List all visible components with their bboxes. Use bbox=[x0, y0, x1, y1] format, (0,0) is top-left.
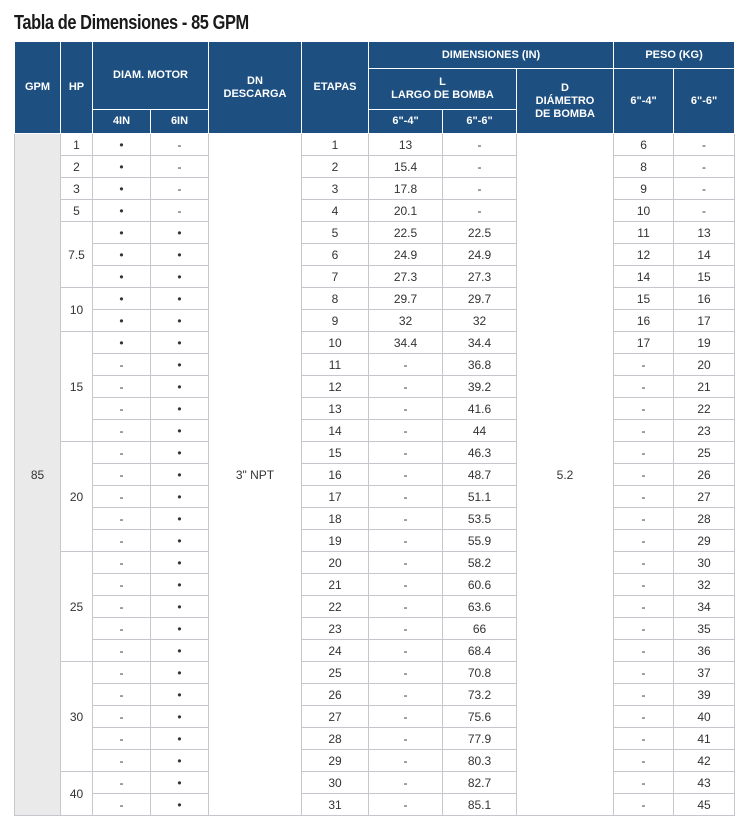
peso-6-4-cell: 11 bbox=[614, 222, 674, 244]
largo-6-4-cell: 32 bbox=[369, 310, 443, 332]
hp-cell: 30 bbox=[61, 662, 93, 772]
dimensions-table bbox=[14, 41, 735, 816]
largo-6-4-cell: 17.8 bbox=[369, 178, 443, 200]
motor-4in-cell: • bbox=[93, 244, 151, 266]
motor-4in-cell: - bbox=[93, 640, 151, 662]
largo-6-6-cell: 75.6 bbox=[443, 706, 517, 728]
largo-6-6-cell: 46.3 bbox=[443, 442, 517, 464]
motor-6in-cell: - bbox=[151, 200, 209, 222]
etapas-cell: 30 bbox=[302, 772, 369, 794]
peso-6-6-cell: - bbox=[674, 200, 735, 222]
page-title: Tabla de Dimensiones - 85 GPM bbox=[14, 12, 249, 34]
motor-6in-cell: • bbox=[151, 442, 209, 464]
largo-6-4-cell: - bbox=[369, 640, 443, 662]
peso-6-6-cell: 32 bbox=[674, 574, 735, 596]
largo-6-4-cell: - bbox=[369, 794, 443, 816]
peso-6-4-cell: 6 bbox=[614, 134, 674, 156]
motor-4in-cell: - bbox=[93, 772, 151, 794]
table-row bbox=[15, 750, 735, 772]
peso-6-6-cell: 45 bbox=[674, 794, 735, 816]
motor-4in-cell: - bbox=[93, 618, 151, 640]
table-row bbox=[15, 662, 735, 684]
peso-6-6-cell: 21 bbox=[674, 376, 735, 398]
largo-6-4-cell: 20.1 bbox=[369, 200, 443, 222]
largo-6-4-cell: 27.3 bbox=[369, 266, 443, 288]
peso-6-6-cell: 39 bbox=[674, 684, 735, 706]
motor-4in-cell: - bbox=[93, 552, 151, 574]
motor-6in-cell: • bbox=[151, 530, 209, 552]
etapas-cell: 13 bbox=[302, 398, 369, 420]
hp-cell: 25 bbox=[61, 552, 93, 662]
largo-6-6-cell: 85.1 bbox=[443, 794, 517, 816]
largo-6-6-cell: 82.7 bbox=[443, 772, 517, 794]
largo-6-6-cell: 63.6 bbox=[443, 596, 517, 618]
hp-cell: 20 bbox=[61, 442, 93, 552]
peso-6-6-cell: 20 bbox=[674, 354, 735, 376]
table-row bbox=[15, 552, 735, 574]
largo-6-4-cell: - bbox=[369, 574, 443, 596]
header-l-line2: LARGO DE BOMBA bbox=[391, 89, 494, 101]
motor-6in-cell: • bbox=[151, 398, 209, 420]
etapas-cell: 3 bbox=[302, 178, 369, 200]
etapas-cell: 28 bbox=[302, 728, 369, 750]
etapas-cell: 19 bbox=[302, 530, 369, 552]
etapas-cell: 20 bbox=[302, 552, 369, 574]
header-l-largo bbox=[369, 69, 517, 110]
motor-4in-cell: - bbox=[93, 662, 151, 684]
largo-6-4-cell: - bbox=[369, 398, 443, 420]
largo-6-6-cell: 53.5 bbox=[443, 508, 517, 530]
motor-6in-cell: • bbox=[151, 244, 209, 266]
largo-6-6-cell: 36.8 bbox=[443, 354, 517, 376]
motor-4in-cell: • bbox=[93, 200, 151, 222]
table-row bbox=[15, 486, 735, 508]
etapas-cell: 5 bbox=[302, 222, 369, 244]
dn-descarga-cell: 3" NPT bbox=[209, 134, 302, 816]
table-row bbox=[15, 706, 735, 728]
motor-4in-cell: - bbox=[93, 464, 151, 486]
motor-4in-cell: • bbox=[93, 134, 151, 156]
table-header bbox=[15, 42, 735, 134]
largo-6-4-cell: 22.5 bbox=[369, 222, 443, 244]
table-row bbox=[15, 794, 735, 816]
largo-6-6-cell: 68.4 bbox=[443, 640, 517, 662]
etapas-cell: 4 bbox=[302, 200, 369, 222]
table-row bbox=[15, 464, 735, 486]
peso-6-4-cell: - bbox=[614, 640, 674, 662]
header-dn-descarga bbox=[209, 42, 302, 134]
peso-6-4-cell: - bbox=[614, 530, 674, 552]
peso-6-6-cell: 40 bbox=[674, 706, 735, 728]
table-row bbox=[15, 178, 735, 200]
peso-6-4-cell: - bbox=[614, 398, 674, 420]
header-l-6-6: 6"-6" bbox=[443, 110, 517, 134]
largo-6-4-cell: 15.4 bbox=[369, 156, 443, 178]
table-row bbox=[15, 574, 735, 596]
etapas-cell: 2 bbox=[302, 156, 369, 178]
largo-6-4-cell: - bbox=[369, 486, 443, 508]
header-peso: PESO (KG) bbox=[614, 42, 735, 69]
header-dn-line1: DN bbox=[247, 74, 263, 87]
peso-6-4-cell: 17 bbox=[614, 332, 674, 354]
peso-6-4-cell: - bbox=[614, 728, 674, 750]
etapas-cell: 16 bbox=[302, 464, 369, 486]
peso-6-4-cell: 14 bbox=[614, 266, 674, 288]
peso-6-4-cell: - bbox=[614, 684, 674, 706]
largo-6-6-cell: 24.9 bbox=[443, 244, 517, 266]
etapas-cell: 21 bbox=[302, 574, 369, 596]
etapas-cell: 14 bbox=[302, 420, 369, 442]
largo-6-6-cell: 48.7 bbox=[443, 464, 517, 486]
motor-4in-cell: - bbox=[93, 596, 151, 618]
largo-6-4-cell: - bbox=[369, 552, 443, 574]
table-row bbox=[15, 156, 735, 178]
motor-6in-cell: • bbox=[151, 420, 209, 442]
largo-6-6-cell: 44 bbox=[443, 420, 517, 442]
motor-4in-cell: - bbox=[93, 354, 151, 376]
motor-4in-cell: • bbox=[93, 178, 151, 200]
largo-6-4-cell: - bbox=[369, 728, 443, 750]
largo-6-6-cell: 41.6 bbox=[443, 398, 517, 420]
largo-6-6-cell: 22.5 bbox=[443, 222, 517, 244]
etapas-cell: 12 bbox=[302, 376, 369, 398]
etapas-cell: 31 bbox=[302, 794, 369, 816]
header-dimensiones: DIMENSIONES (IN) bbox=[369, 42, 614, 69]
diametro-cell: 5.2 bbox=[517, 134, 614, 816]
hp-cell: 10 bbox=[61, 288, 93, 332]
largo-6-6-cell: 70.8 bbox=[443, 662, 517, 684]
table-row bbox=[15, 728, 735, 750]
table-row bbox=[15, 288, 735, 310]
motor-6in-cell: • bbox=[151, 464, 209, 486]
header-d-line3: DE BOMBA bbox=[535, 107, 595, 120]
etapas-cell: 15 bbox=[302, 442, 369, 464]
motor-4in-cell: - bbox=[93, 530, 151, 552]
largo-6-6-cell: 29.7 bbox=[443, 288, 517, 310]
motor-6in-cell: • bbox=[151, 618, 209, 640]
largo-6-6-cell: 39.2 bbox=[443, 376, 517, 398]
motor-4in-cell: • bbox=[93, 266, 151, 288]
table-row bbox=[15, 618, 735, 640]
peso-6-6-cell: 43 bbox=[674, 772, 735, 794]
table-row bbox=[15, 310, 735, 332]
motor-6in-cell: • bbox=[151, 552, 209, 574]
motor-6in-cell: • bbox=[151, 222, 209, 244]
peso-6-6-cell: 29 bbox=[674, 530, 735, 552]
etapas-cell: 23 bbox=[302, 618, 369, 640]
hp-cell: 2 bbox=[61, 156, 93, 178]
motor-6in-cell: • bbox=[151, 508, 209, 530]
motor-4in-cell: - bbox=[93, 420, 151, 442]
hp-cell: 7.5 bbox=[61, 222, 93, 288]
peso-6-6-cell: 13 bbox=[674, 222, 735, 244]
motor-4in-cell: - bbox=[93, 508, 151, 530]
motor-4in-cell: - bbox=[93, 728, 151, 750]
header-dn-line2: DESCARGA bbox=[223, 87, 287, 100]
motor-6in-cell: - bbox=[151, 134, 209, 156]
table-row bbox=[15, 596, 735, 618]
motor-6in-cell: • bbox=[151, 794, 209, 816]
hp-cell: 1 bbox=[61, 134, 93, 156]
peso-6-4-cell: - bbox=[614, 772, 674, 794]
hp-cell: 40 bbox=[61, 772, 93, 816]
etapas-cell: 8 bbox=[302, 288, 369, 310]
header-l-6-4: 6"-4" bbox=[369, 110, 443, 134]
peso-6-6-cell: 19 bbox=[674, 332, 735, 354]
motor-6in-cell: • bbox=[151, 662, 209, 684]
motor-6in-cell: • bbox=[151, 266, 209, 288]
largo-6-4-cell: - bbox=[369, 464, 443, 486]
motor-4in-cell: - bbox=[93, 376, 151, 398]
largo-6-4-cell: - bbox=[369, 662, 443, 684]
peso-6-6-cell: 17 bbox=[674, 310, 735, 332]
largo-6-4-cell: - bbox=[369, 508, 443, 530]
motor-4in-cell: - bbox=[93, 442, 151, 464]
largo-6-4-cell: - bbox=[369, 354, 443, 376]
header-peso-6-6: 6"-6" bbox=[674, 69, 735, 134]
motor-4in-cell: • bbox=[93, 288, 151, 310]
motor-6in-cell: • bbox=[151, 596, 209, 618]
motor-6in-cell: • bbox=[151, 750, 209, 772]
largo-6-4-cell: - bbox=[369, 442, 443, 464]
header-diam-motor: DIAM. MOTOR bbox=[93, 42, 209, 110]
hp-cell: 5 bbox=[61, 200, 93, 222]
table-row bbox=[15, 134, 735, 156]
peso-6-4-cell: - bbox=[614, 750, 674, 772]
etapas-cell: 17 bbox=[302, 486, 369, 508]
motor-6in-cell: • bbox=[151, 354, 209, 376]
header-etapas: ETAPAS bbox=[302, 42, 369, 134]
peso-6-4-cell: 15 bbox=[614, 288, 674, 310]
peso-6-6-cell: 27 bbox=[674, 486, 735, 508]
peso-6-4-cell: 8 bbox=[614, 156, 674, 178]
largo-6-4-cell: - bbox=[369, 618, 443, 640]
peso-6-6-cell: 30 bbox=[674, 552, 735, 574]
largo-6-6-cell: - bbox=[443, 134, 517, 156]
peso-6-6-cell: 22 bbox=[674, 398, 735, 420]
largo-6-6-cell: 73.2 bbox=[443, 684, 517, 706]
peso-6-4-cell: 10 bbox=[614, 200, 674, 222]
peso-6-4-cell: - bbox=[614, 794, 674, 816]
motor-6in-cell: - bbox=[151, 156, 209, 178]
peso-6-4-cell: - bbox=[614, 662, 674, 684]
table-row bbox=[15, 420, 735, 442]
peso-6-6-cell: 34 bbox=[674, 596, 735, 618]
table-row bbox=[15, 200, 735, 222]
table-row bbox=[15, 398, 735, 420]
largo-6-4-cell: 24.9 bbox=[369, 244, 443, 266]
largo-6-6-cell: - bbox=[443, 200, 517, 222]
motor-6in-cell: • bbox=[151, 486, 209, 508]
motor-6in-cell: • bbox=[151, 772, 209, 794]
etapas-cell: 1 bbox=[302, 134, 369, 156]
table-row bbox=[15, 442, 735, 464]
peso-6-6-cell: 41 bbox=[674, 728, 735, 750]
largo-6-6-cell: 27.3 bbox=[443, 266, 517, 288]
header-d-line2: DIÁMETRO bbox=[535, 94, 595, 107]
peso-6-4-cell: - bbox=[614, 486, 674, 508]
motor-4in-cell: • bbox=[93, 332, 151, 354]
motor-6in-cell: • bbox=[151, 574, 209, 596]
header-hp: HP bbox=[61, 42, 93, 134]
etapas-cell: 24 bbox=[302, 640, 369, 662]
largo-6-4-cell: - bbox=[369, 750, 443, 772]
peso-6-4-cell: 12 bbox=[614, 244, 674, 266]
table-row bbox=[15, 684, 735, 706]
peso-6-6-cell: 26 bbox=[674, 464, 735, 486]
gpm-cell: 85 bbox=[15, 134, 61, 816]
largo-6-6-cell: 32 bbox=[443, 310, 517, 332]
largo-6-6-cell: 51.1 bbox=[443, 486, 517, 508]
header-6in: 6IN bbox=[151, 110, 209, 134]
largo-6-6-cell: 60.6 bbox=[443, 574, 517, 596]
peso-6-6-cell: - bbox=[674, 178, 735, 200]
etapas-cell: 7 bbox=[302, 266, 369, 288]
peso-6-4-cell: - bbox=[614, 464, 674, 486]
etapas-cell: 29 bbox=[302, 750, 369, 772]
peso-6-6-cell: 36 bbox=[674, 640, 735, 662]
table-row bbox=[15, 772, 735, 794]
peso-6-6-cell: 16 bbox=[674, 288, 735, 310]
largo-6-4-cell: - bbox=[369, 530, 443, 552]
largo-6-6-cell: - bbox=[443, 178, 517, 200]
peso-6-6-cell: 37 bbox=[674, 662, 735, 684]
motor-4in-cell: - bbox=[93, 794, 151, 816]
table-body bbox=[15, 134, 735, 816]
etapas-cell: 11 bbox=[302, 354, 369, 376]
etapas-cell: 9 bbox=[302, 310, 369, 332]
peso-6-4-cell: - bbox=[614, 574, 674, 596]
motor-6in-cell: • bbox=[151, 332, 209, 354]
largo-6-6-cell: 34.4 bbox=[443, 332, 517, 354]
table-row bbox=[15, 266, 735, 288]
peso-6-6-cell: 42 bbox=[674, 750, 735, 772]
motor-6in-cell: • bbox=[151, 640, 209, 662]
peso-6-6-cell: - bbox=[674, 156, 735, 178]
etapas-cell: 26 bbox=[302, 684, 369, 706]
peso-6-6-cell: 23 bbox=[674, 420, 735, 442]
table-row bbox=[15, 332, 735, 354]
motor-4in-cell: • bbox=[93, 222, 151, 244]
motor-4in-cell: - bbox=[93, 574, 151, 596]
largo-6-6-cell: 66 bbox=[443, 618, 517, 640]
motor-4in-cell: - bbox=[93, 750, 151, 772]
motor-6in-cell: - bbox=[151, 178, 209, 200]
header-d-diametro bbox=[517, 69, 614, 134]
largo-6-4-cell: - bbox=[369, 420, 443, 442]
motor-6in-cell: • bbox=[151, 706, 209, 728]
hp-cell: 15 bbox=[61, 332, 93, 442]
largo-6-4-cell: 34.4 bbox=[369, 332, 443, 354]
peso-6-4-cell: - bbox=[614, 618, 674, 640]
etapas-cell: 18 bbox=[302, 508, 369, 530]
peso-6-4-cell: - bbox=[614, 596, 674, 618]
peso-6-6-cell: 15 bbox=[674, 266, 735, 288]
peso-6-6-cell: 14 bbox=[674, 244, 735, 266]
peso-6-4-cell: - bbox=[614, 376, 674, 398]
peso-6-4-cell: - bbox=[614, 508, 674, 530]
etapas-cell: 6 bbox=[302, 244, 369, 266]
largo-6-6-cell: 58.2 bbox=[443, 552, 517, 574]
table-row bbox=[15, 530, 735, 552]
motor-6in-cell: • bbox=[151, 310, 209, 332]
header-gpm: GPM bbox=[15, 42, 61, 134]
largo-6-4-cell: - bbox=[369, 706, 443, 728]
largo-6-4-cell: - bbox=[369, 596, 443, 618]
peso-6-6-cell: 35 bbox=[674, 618, 735, 640]
motor-6in-cell: • bbox=[151, 684, 209, 706]
largo-6-4-cell: 29.7 bbox=[369, 288, 443, 310]
peso-6-6-cell: 25 bbox=[674, 442, 735, 464]
largo-6-4-cell: 13 bbox=[369, 134, 443, 156]
peso-6-4-cell: 16 bbox=[614, 310, 674, 332]
etapas-cell: 22 bbox=[302, 596, 369, 618]
table-row bbox=[15, 222, 735, 244]
largo-6-6-cell: - bbox=[443, 156, 517, 178]
peso-6-4-cell: - bbox=[614, 552, 674, 574]
motor-4in-cell: - bbox=[93, 398, 151, 420]
motor-6in-cell: • bbox=[151, 728, 209, 750]
peso-6-4-cell: - bbox=[614, 706, 674, 728]
header-l-line1: L bbox=[439, 76, 446, 88]
header-d-line1: D bbox=[561, 81, 569, 94]
header-4in: 4IN bbox=[93, 110, 151, 134]
peso-6-4-cell: - bbox=[614, 420, 674, 442]
etapas-cell: 27 bbox=[302, 706, 369, 728]
motor-4in-cell: - bbox=[93, 486, 151, 508]
motor-4in-cell: - bbox=[93, 684, 151, 706]
motor-4in-cell: • bbox=[93, 310, 151, 332]
peso-6-4-cell: - bbox=[614, 354, 674, 376]
etapas-cell: 25 bbox=[302, 662, 369, 684]
table-row bbox=[15, 376, 735, 398]
peso-6-4-cell: - bbox=[614, 442, 674, 464]
peso-6-6-cell: 28 bbox=[674, 508, 735, 530]
hp-cell: 3 bbox=[61, 178, 93, 200]
header-peso-6-4: 6"-4" bbox=[614, 69, 674, 134]
peso-6-4-cell: 9 bbox=[614, 178, 674, 200]
table-row bbox=[15, 640, 735, 662]
motor-4in-cell: - bbox=[93, 706, 151, 728]
motor-6in-cell: • bbox=[151, 376, 209, 398]
etapas-cell: 10 bbox=[302, 332, 369, 354]
table-row bbox=[15, 354, 735, 376]
motor-4in-cell: • bbox=[93, 156, 151, 178]
peso-6-6-cell: - bbox=[674, 134, 735, 156]
largo-6-4-cell: - bbox=[369, 376, 443, 398]
largo-6-6-cell: 55.9 bbox=[443, 530, 517, 552]
largo-6-4-cell: - bbox=[369, 772, 443, 794]
largo-6-6-cell: 80.3 bbox=[443, 750, 517, 772]
table-row bbox=[15, 244, 735, 266]
largo-6-4-cell: - bbox=[369, 684, 443, 706]
table-row bbox=[15, 508, 735, 530]
motor-6in-cell: • bbox=[151, 288, 209, 310]
largo-6-6-cell: 77.9 bbox=[443, 728, 517, 750]
